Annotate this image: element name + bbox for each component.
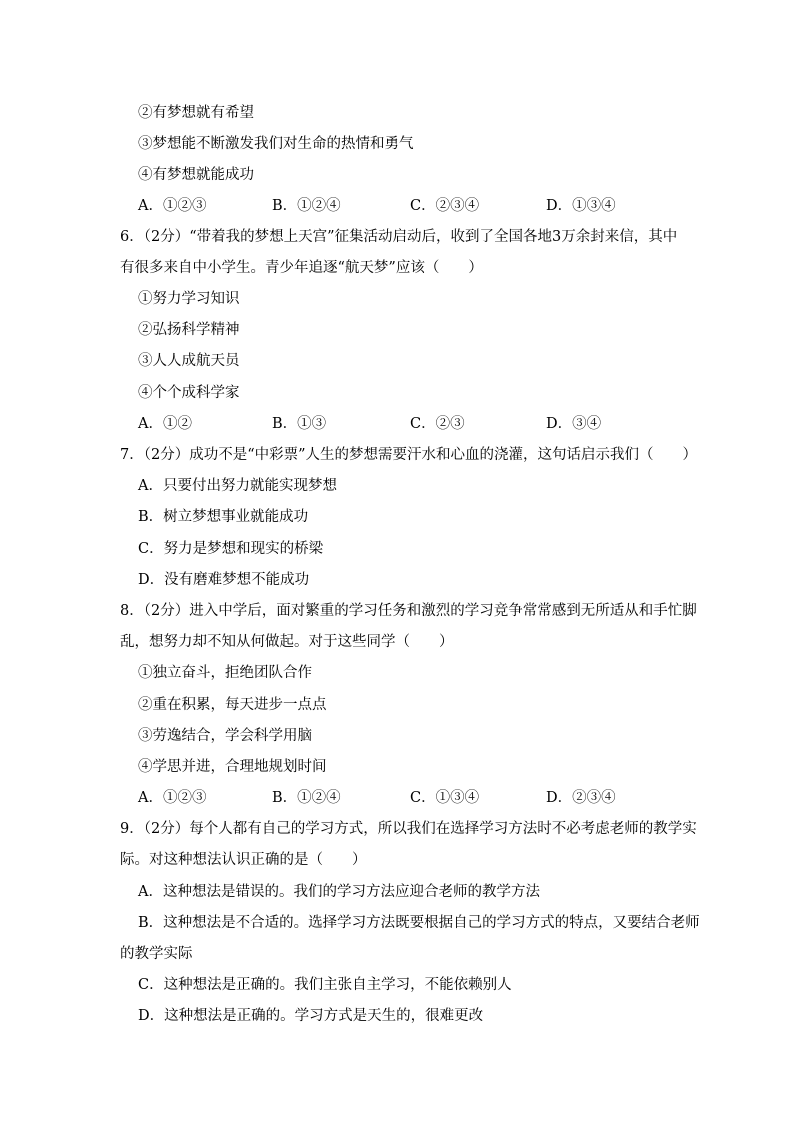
q9-option-c: C．这种想法是正确的。我们主张自主学习，不能依赖别人 — [138, 977, 512, 993]
q8-option-b: B．①②④ — [272, 790, 341, 806]
q5-options — [138, 197, 698, 215]
q9-stem-line1: 9．（2分）每个人都有自己的学习方式，所以我们在选择学习方法时不必考虑老师的教学实 — [120, 821, 697, 837]
q8-statement-4: ④学思并进，合理地规划时间 — [138, 759, 327, 775]
q8-option-a: A．①②③ — [138, 790, 207, 806]
q5-option-b: B．①②④ — [272, 198, 341, 214]
q8-stem-line1: 8．（2分）进入中学后，面对繁重的学习任务和激烈的学习竞争常常感到无所适从和手忙脚 — [120, 603, 697, 619]
q6-statement-4: ④个个成科学家 — [138, 385, 240, 401]
q7-option-d: D．没有磨难梦想不能成功 — [138, 572, 310, 588]
q8-stem-line2: 乱，想努力却不知从何做起。对于这些同学（ ） — [120, 634, 454, 650]
q6-stem-line2: 有很多来自中小学生。青少年追逐“航天梦”应该（ ） — [120, 260, 483, 276]
q9-option-a: A．这种想法是错误的。我们的学习方法应迎合老师的教学方法 — [138, 884, 540, 900]
q5-option-c: C．②③④ — [410, 198, 480, 214]
q6-option-c: C．②③ — [410, 416, 465, 432]
q8-statement-2: ②重在积累，每天进步一点点 — [138, 697, 327, 713]
q5-option-d: D．①③④ — [546, 198, 616, 214]
q8-statement-3: ③劳逸结合，学会科学用脑 — [138, 728, 312, 744]
q5-option-a: A．①②③ — [138, 198, 207, 214]
q9-option-d: D．这种想法是正确的。学习方式是天生的，很难更改 — [138, 1008, 484, 1024]
q6-stem-line1: 6．（2分）“带着我的梦想上天宫”征集活动启动后，收到了全国各地3万余封来信，其中 — [120, 229, 678, 245]
q6-option-a: A．①② — [138, 416, 192, 432]
q7-option-a: A．只要付出努力就能实现梦想 — [138, 478, 337, 494]
q5-statement-2: ②有梦想就有希望 — [138, 105, 254, 121]
q6-option-d: D．③④ — [546, 416, 602, 432]
q8-option-c: C．①③④ — [410, 790, 480, 806]
q6-statement-1: ①努力学习知识 — [138, 291, 240, 307]
q9-stem-line2: 际。对这种想法认识正确的是（ ） — [120, 852, 367, 868]
q5-statement-4: ④有梦想就能成功 — [138, 167, 254, 183]
q5-statement-3: ③梦想能不断激发我们对生命的热情和勇气 — [138, 136, 414, 152]
q7-option-b: B．树立梦想事业就能成功 — [138, 509, 309, 525]
q8-option-d: D．②③④ — [546, 790, 616, 806]
q8-options — [138, 789, 698, 807]
q7-option-c: C．努力是梦想和现实的桥梁 — [138, 541, 324, 557]
q6-statement-3: ③人人成航天员 — [138, 353, 240, 369]
q6-options — [138, 415, 698, 433]
q8-statement-1: ①独立奋斗，拒绝团队合作 — [138, 665, 312, 681]
q6-statement-2: ②弘扬科学精神 — [138, 322, 240, 338]
q7-stem: 7．（2分）成功不是“中彩票”人生的梦想需要汗水和心血的浇灌，这句话启示我们（ ） — [120, 447, 698, 463]
q9-option-b-line2: 的教学实际 — [120, 946, 193, 962]
q6-option-b: B．①③ — [272, 416, 327, 432]
q9-option-b-line1: B．这种想法是不合适的。选择学习方法既要根据自己的学习方式的特点，又要结合老师 — [138, 915, 700, 931]
